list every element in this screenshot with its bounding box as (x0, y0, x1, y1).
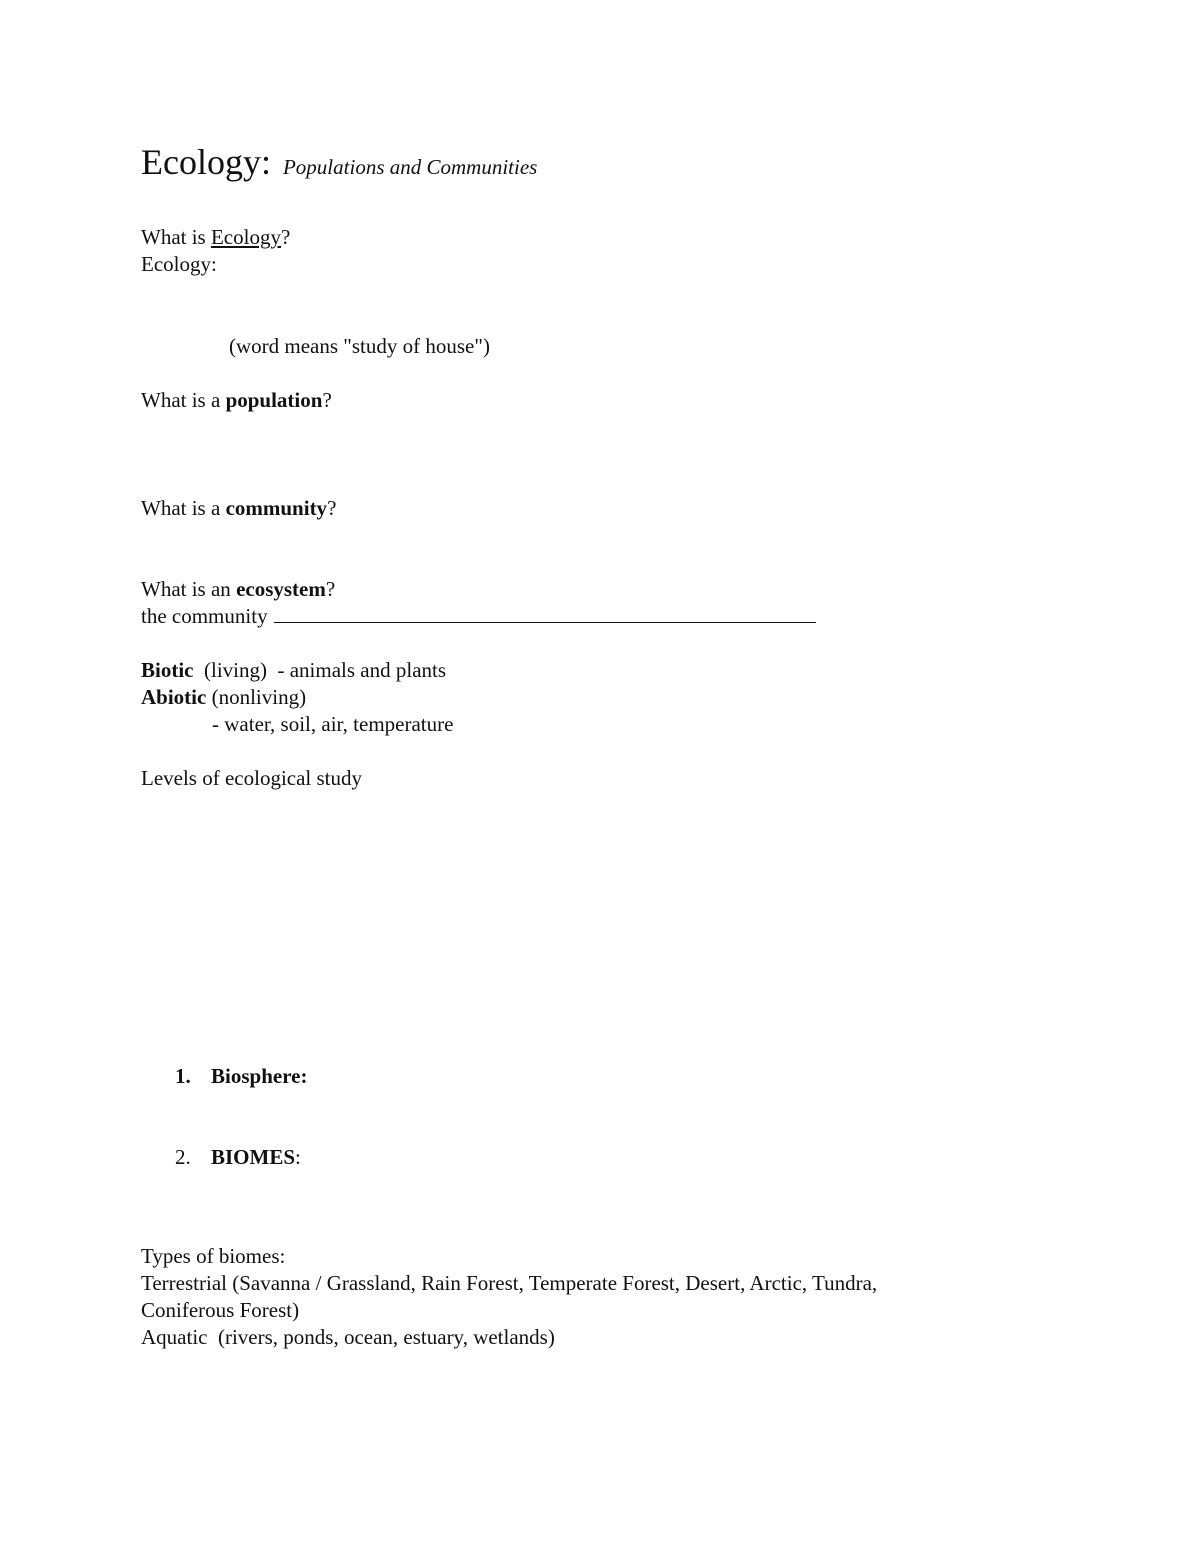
question-population (141, 387, 332, 413)
term-ecosystem: ecosystem (236, 577, 326, 601)
question-suffix: ? (327, 496, 337, 520)
list-item-biosphere (175, 1063, 307, 1089)
term-biosphere: Biosphere: (211, 1064, 308, 1088)
term-biomes: BIOMES (211, 1145, 296, 1169)
biome-types-heading: Types of biomes: (141, 1244, 286, 1268)
levels-heading: Levels of ecological study (141, 766, 363, 790)
question-ecosystem (141, 576, 335, 602)
term-ecology: Ecology (210, 225, 281, 249)
the-community-text: the community (141, 604, 268, 628)
list-item-biomes (175, 1144, 301, 1170)
term-abiotic: Abiotic (141, 685, 207, 709)
list-number: 2. (175, 1145, 191, 1169)
question-prefix: What is a (141, 496, 226, 520)
title-subtitle: Populations and Communities (282, 155, 538, 179)
question-suffix: ? (325, 577, 336, 601)
biotic-description: (living) - animals and plants (193, 658, 447, 682)
page-title (141, 142, 537, 187)
question-prefix: What is an (141, 577, 237, 601)
term-population: population (225, 388, 323, 412)
list-item-suffix: : (295, 1145, 301, 1169)
question-suffix: ? (322, 388, 332, 412)
ecology-definition-label: Ecology: (141, 252, 217, 276)
word-meaning-note: (word means "study of house") (229, 334, 490, 358)
question-prefix: What is a (141, 388, 226, 412)
question-ecology (141, 224, 290, 250)
fill-in-blank-line (274, 604, 816, 623)
question-prefix: What is (141, 225, 211, 249)
list-number: 1. (175, 1064, 191, 1088)
term-community: community (225, 496, 328, 520)
biotic-line (141, 657, 446, 683)
question-community (141, 495, 336, 521)
abiotic-description: (nonliving) (206, 685, 307, 709)
terrestrial-biomes-line-1: Terrestrial (Savanna / Grassland, Rain Forest, Temperate Forest, Desert, Arctic, Tundra, (141, 1271, 878, 1295)
ecosystem-fill-in (141, 603, 816, 629)
question-suffix: ? (280, 225, 291, 249)
terrestrial-biomes-line-2: Coniferous Forest) (141, 1298, 300, 1322)
aquatic-biomes-line: Aquatic (rivers, ponds, ocean, estuary, wetlands) (141, 1325, 555, 1349)
abiotic-line (141, 684, 306, 710)
title-main: Ecology: (141, 142, 271, 182)
abiotic-examples: - water, soil, air, temperature (212, 712, 454, 736)
term-biotic: Biotic (141, 658, 194, 682)
